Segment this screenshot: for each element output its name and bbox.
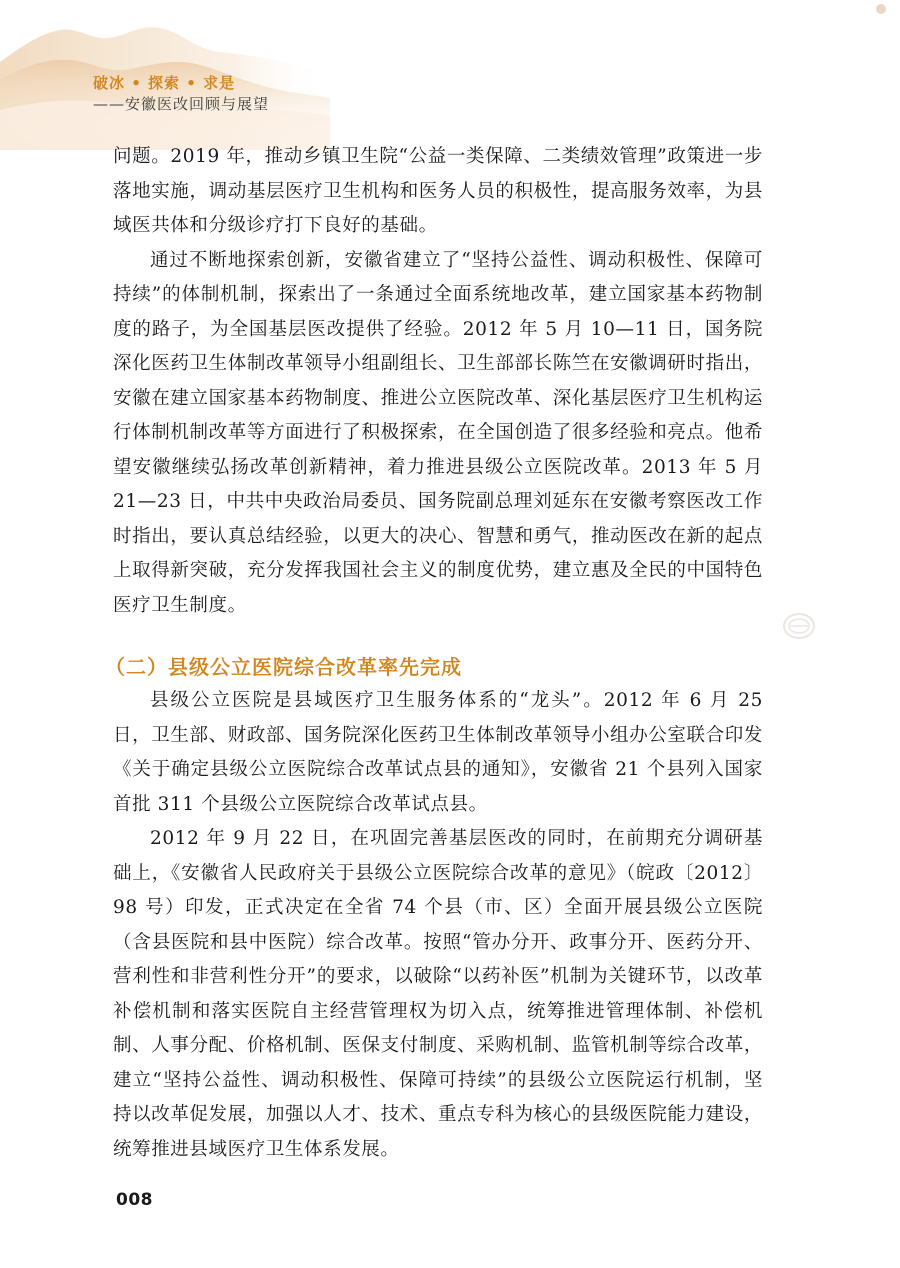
corner-dot (876, 4, 886, 14)
running-header-subtitle: ——安徽医改回顾与展望 (93, 95, 270, 113)
page-body (105, 140, 763, 1167)
body-paragraph: 问题。2019 年，推动乡镇卫生院“公益一类保障、二类绩效管理”政策进一步落地实施，调动基层医疗卫生机构和医务人员的积极性，提高服务效率，为县域医共体和分级诊疗打下良好的基础。 (113, 146, 763, 236)
body-paragraph: 2012 年 9 月 22 日，在巩固完善基层医改的同时，在前期充分调研基础上，《安徽省人民政府关于县级公立医院综合改革的意见》（皖政〔2012〕98 号）印发，正式决定在全省 74 个县（市、区）全面开展县级公立医院（含县医院和县中医院）综合改革。按照“管办分开、政事分开、医药分开、营利性和非营利性分开”的要求，以破除“以药补医”机制为关键环节，以改革补偿机制和落实医院自主经营管理权为切入点，统筹推进管理体制、补偿机制、人事分配、价格机制、医保支付制度、采购机制、监管机制等综合改革，建立“坚持公益性、调动积极性、保障可持续”的县级公立医院运行机制，坚持以改革促发展，加强以人才、技术、重点专科为核心的县级医院能力建设，统筹推进县域医疗卫生体系发展。 (113, 828, 763, 1160)
section-spacer (113, 623, 763, 650)
running-header-title: 破冰 • 探索 • 求是 (93, 74, 236, 92)
page-number: 008 (116, 1190, 153, 1210)
body-paragraph: 县级公立医院是县域医疗卫生服务体系的“龙头”。2012 年 6 月 25 日，卫生部、财政部、国务院深化医药卫生体制改革领导小组办公室联合印发《关于确定县级公立医院综合改革试点县的通知》，安徽省 21 个县列入国家首批 311 个县级公立医院综合改革试点县。 (113, 690, 763, 815)
seal-stamp-icon (782, 612, 816, 640)
body-paragraph: 通过不断地探索创新，安徽省建立了“坚持公益性、调动积极性、保障可持续”的体制机制，探索出了一条通过全面系统地改革，建立国家基本药物制度的路子，为全国基层医改提供了经验。2012 年 5 月 10—11 日，国务院深化医药卫生体制改革领导小组副组长、卫生部部长陈竺在安徽调研时指出，安徽在建立国家基本药物制度、推进公立医院改革、深化基层医疗卫生机构运行体制机制改革等方面进行了积极探索，在全国创造了很多经验和亮点。他希望安徽继续弘扬改革创新精神，着力推进县级公立医院改革。2013 年 5 月 21—23 日，中共中央政治局委员、国务院副总理刘延东在安徽考察医改工作时指出，要认真总结经验，以更大的决心、智慧和勇气，推动医改在新的起点上取得新突破，充分发挥我国社会主义的制度优势，建立惠及全民的中国特色医疗卫生制度。 (113, 249, 763, 616)
section-heading: （二）县级公立医院综合改革率先完成 (105, 655, 462, 679)
